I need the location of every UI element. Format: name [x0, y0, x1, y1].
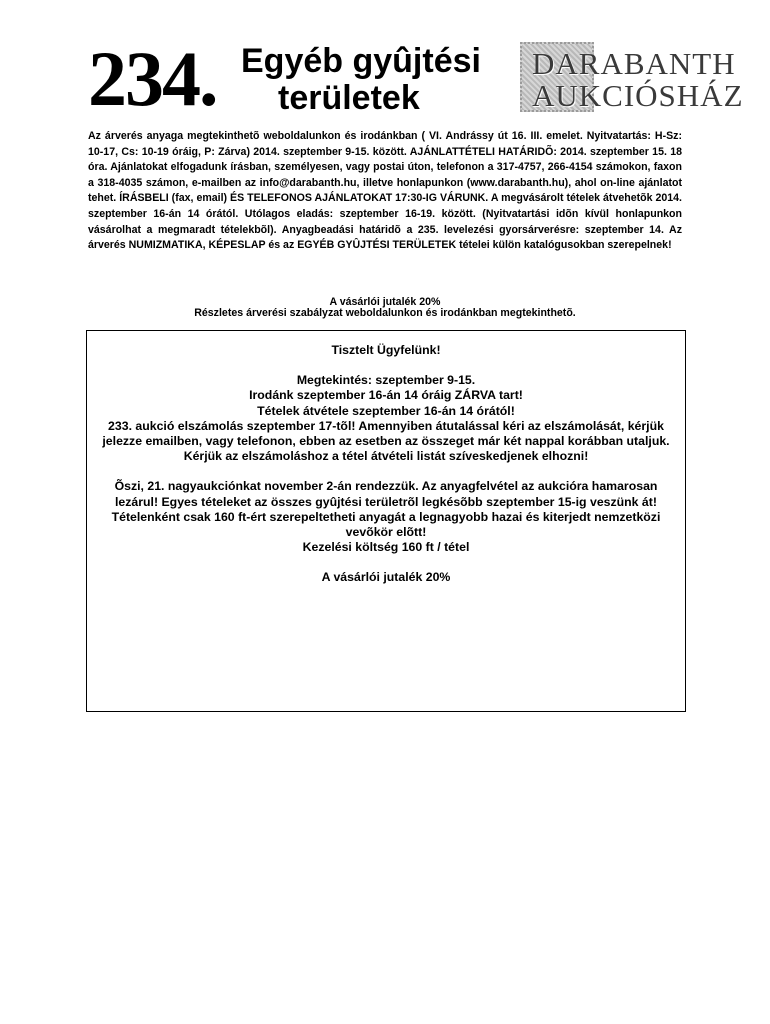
catalog-title-line2: területek — [278, 79, 420, 117]
logo-name: DARABANTH — [532, 46, 736, 81]
rules-note: Részletes árverési szabályzat weboldalunkon és irodánkban megtekinthetõ. — [194, 307, 576, 319]
header — [88, 35, 744, 122]
notice-autumn-auction: Õszi, 21. nagyaukciónkat november 2-án rendezzük. Az anyagfelvétel az aukcióra hamarosan lezárul! Egyes tételeket az összes gyûjtési területrõl legkésõbb szeptember 15-ig veszünk át! Tételenként csak 160 ft-ért szerepeltetheti anyagát a legnagyobb hazai és kiterjedt nemzetközi vevõkör elõtt! — [111, 479, 661, 540]
notice-box — [86, 330, 686, 712]
catalog-title-line1: Egyéb gyûjtési — [241, 42, 481, 80]
darabanth-logo — [520, 40, 744, 116]
notice-content — [93, 343, 679, 586]
intro-paragraph: Az árverés anyaga megtekinthetõ weboldalunkon és irodánkban ( VI. Andrássy út 16. III. emelet. Nyitvatartás: H-Sz: 10-17, Cs: 10-19 óráig, P: Zárva) 2014. szeptember 9-15. között. AJÁNLATTÉTELI HATÁRIDÕ: 2014. szeptember 15. 18 óra. Ajánlatokat elfogadunk írásban, személyesen, vagy postai úton, telefonon a 317-4757, 266-4154 számokon, faxon a 318-4035 számon, e-mailben az info@darabanth.hu, illetve honlapunkon (www.darabanth.hu), ahol on-line ajánlatot tehet. ÍRÁSBELI (fax, email) ÉS TELEFONOS AJÁNLATOKAT 17:30-IG VÁRUNK. A megvásárolt tételek átvehetõk 2014. szeptember 16-án 14 órától. Utólagos eladás: szeptember 16-19. között. (Nyitvatartási idõn kívül honlapunkon vásárolhat a megmaradt tételekbõl). Anyagbeadási határidõ a 235. levelezési gyorsárverésre: szeptember 14. Az árverés NUMIZMATIKA, KÉPESLAP és az EGYÉB GYÛJTÉSI TERÜLETEK tételei külön katalógusokban szerepelnek! — [88, 130, 682, 252]
notice-fee: Kezelési költség 160 ft / tétel — [302, 540, 470, 555]
notice-viewing: Megtekintés: szeptember 9-15. — [296, 373, 476, 388]
notice-pickup: Tételek átvétele szeptember 16-án 14 órától! — [257, 403, 515, 418]
notice-office-closed: Irodánk szeptember 16-án 14 óráig ZÁRVA tart! — [249, 388, 523, 403]
auction-number: 234. — [88, 35, 217, 122]
notice-settlement: 233. aukció elszámolás szeptember 17-tõl! Amennyiben átutalással kéri az elszámolását, kérjük jelezze emailben, vagy telefonon, ebben az esetben az összeget már két nappal korábban utaljuk. — [102, 418, 670, 449]
notice-premium: A vásárlói jutalék 20% — [321, 570, 451, 585]
buyer-premium-note: A vásárlói jutalék 20% — [329, 296, 441, 308]
notice-greeting: Tisztelt Ügyfelünk! — [331, 343, 441, 357]
logo-subtitle: AUKCIÓSHÁZ — [532, 78, 744, 113]
notice-bring-list: Kérjük az elszámoláshoz a tétel átvételi listát szíveskedjenek elhozni! — [183, 449, 589, 464]
